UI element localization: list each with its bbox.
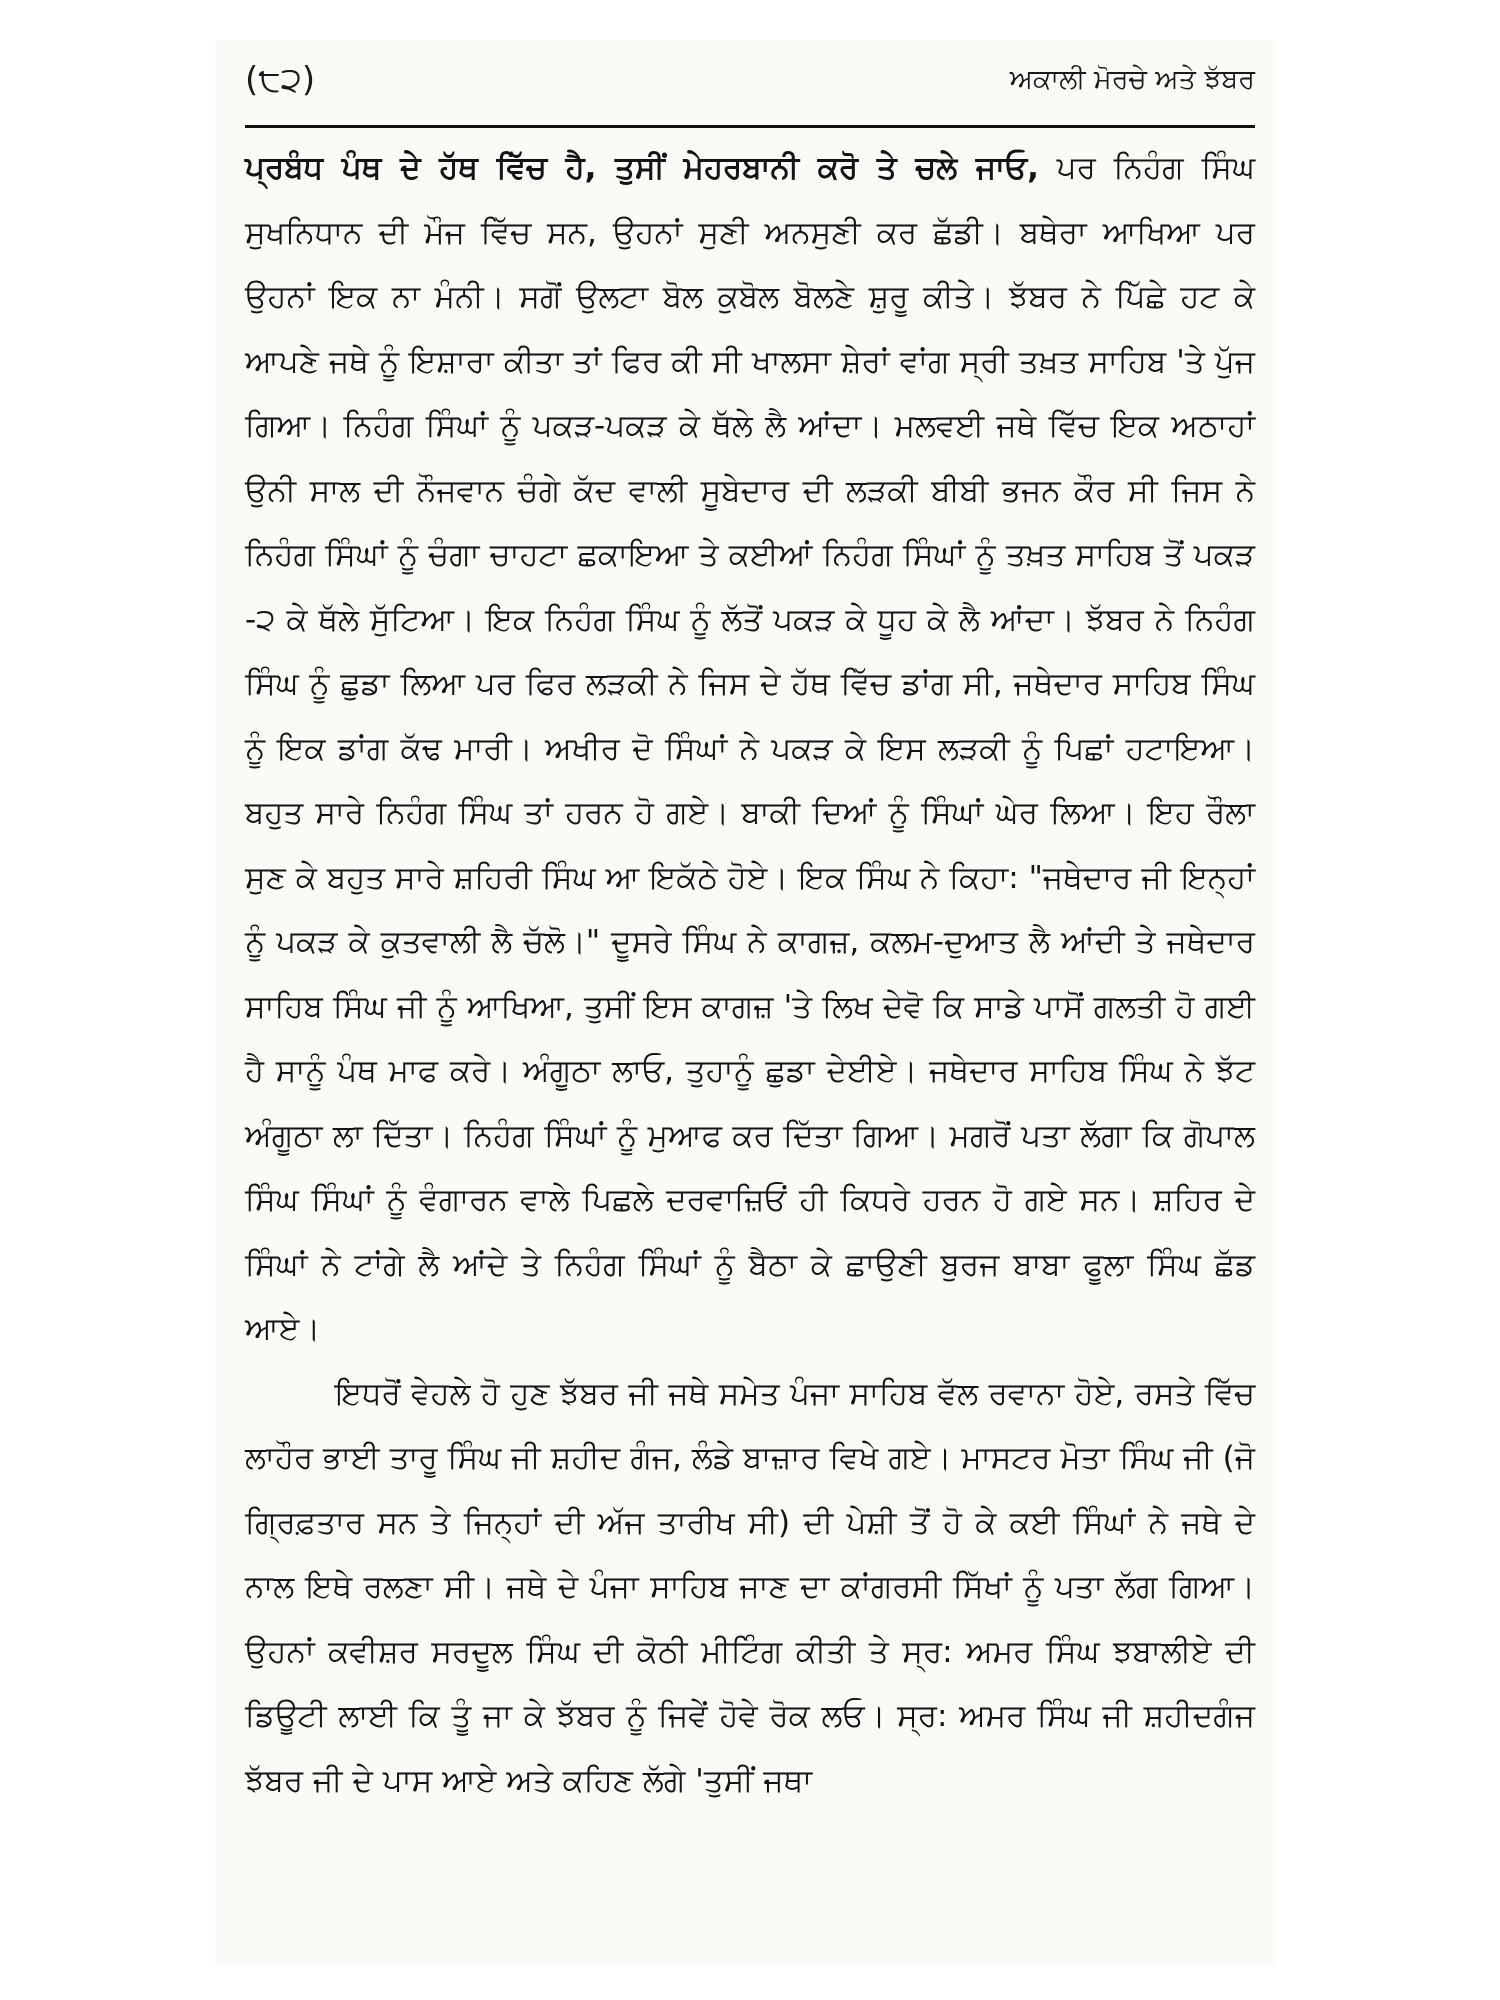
- page-header: [245, 60, 1255, 120]
- paragraph-1-text: ਪਰ ਨਿਹੰਗ ਸਿੰਘ ਸੁਖਨਿਧਾਨ ਦੀ ਮੌਜ ਵਿੱਚ ਸਨ, ਉਹਨਾਂ ਸੁਣੀ ਅਨਸੁਣੀ ਕਰ ਛੱਡੀ। ਬਥੇਰਾ ਆਖਿਆ ਪਰ ਉਹਨਾਂ ਇਕ ਨਾ ਮੰਨੀ। ਸਗੋਂ ਉਲਟਾ ਬੋਲ ਕੁਬੋਲ ਬੋਲਣੇ ਸ਼ੁਰੂ ਕੀਤੇ। ਝੱਬਰ ਨੇ ਪਿੱਛੇ ਹਟ ਕੇ ਆਪਣੇ ਜਥੇ ਨੂੰ ਇਸ਼ਾਰਾ ਕੀਤਾ ਤਾਂ ਫਿਰ ਕੀ ਸੀ ਖਾਲਸਾ ਸ਼ੇਰਾਂ ਵਾਂਗ ਸ੍ਰੀ ਤਖ਼ਤ ਸਾਹਿਬ 'ਤੇ ਪੁੱਜ ਗਿਆ। ਨਿਹੰਗ ਸਿੰਘਾਂ ਨੂੰ ਪਕੜ-ਪਕੜ ਕੇ ਥੱਲੇ ਲੈ ਆਂਦਾ। ਮਲਵਈ ਜਥੇ ਵਿੱਚ ਇਕ ਅਠਾਹਾਂ ਉਨੀ ਸਾਲ ਦੀ ਨੌਜਵਾਨ ਚੰਗੇ ਕੱਦ ਵਾਲੀ ਸੂਬੇਦਾਰ ਦੀ ਲੜਕੀ ਬੀਬੀ ਭਜਨ ਕੌਰ ਸੀ ਜਿਸ ਨੇ ਨਿਹੰਗ ਸਿੰਘਾਂ ਨੂੰ ਚੰਗਾ ਚਾਹਟਾ ਛਕਾਇਆ ਤੇ ਕਈਆਂ ਨਿਹੰਗ ਸਿੰਘਾਂ ਨੂੰ ਤਖ਼ਤ ਸਾਹਿਬ ਤੋਂ ਪਕੜ -੨ ਕੇ ਥੱਲੇ ਸੁੱਟਿਆ। ਇਕ ਨਿਹੰਗ ਸਿੰਘ ਨੂੰ ਲੱਤੋਂ ਪਕੜ ਕੇ ਧੂਹ ਕੇ ਲੈ ਆਂਦਾ। ਝੱਬਰ ਨੇ ਨਿਹੰਗ ਸਿੰਘ ਨੂੰ ਛੁਡਾ ਲਿਆ ਪਰ ਫਿਰ ਲੜਕੀ ਨੇ ਜਿਸ ਦੇ ਹੱਥ ਵਿੱਚ ਡਾਂਗ ਸੀ, ਜਥੇਦਾਰ ਸਾਹਿਬ ਸਿੰਘ ਨੂੰ ਇਕ ਡਾਂਗ ਕੱਢ ਮਾਰੀ। ਅਖੀਰ ਦੋ ਸਿੰਘਾਂ ਨੇ ਪਕੜ ਕੇ ਇਸ ਲੜਕੀ ਨੂੰ ਪਿਛਾਂ ਹਟਾਇਆ। ਬਹੁਤ ਸਾਰੇ ਨਿਹੰਗ ਸਿੰਘ ਤਾਂ ਹਰਨ ਹੋ ਗਏ। ਬਾਕੀ ਦਿਆਂ ਨੂੰ ਸਿੰਘਾਂ ਘੇਰ ਲਿਆ। ਇਹ ਰੌਲਾ ਸੁਣ ਕੇ ਬਹੁਤ ਸਾਰੇ ਸ਼ਹਿਰੀ ਸਿੰਘ ਆ ਇਕੱਠੇ ਹੋਏ। ਇਕ ਸਿੰਘ ਨੇ ਕਿਹਾ: "ਜਥੇਦਾਰ ਜੀ ਇਨ੍ਹਾਂ ਨੂੰ ਪਕੜ ਕੇ ਕੁਤਵਾਲੀ ਲੈ ਚੱਲੋ।" ਦੂਸਰੇ ਸਿੰਘ ਨੇ ਕਾਗਜ਼, ਕਲਮ-ਦੁਆਤ ਲੈ ਆਂਦੀ ਤੇ ਜਥੇਦਾਰ ਸਾਹਿਬ ਸਿੰਘ ਜੀ ਨੂੰ ਆਖਿਆ, ਤੁਸੀਂ ਇਸ ਕਾਗਜ਼ 'ਤੇ ਲਿਖ ਦੇਵੋ ਕਿ ਸਾਡੇ ਪਾਸੋਂ ਗਲਤੀ ਹੋ ਗਈ ਹੈ ਸਾਨੂੰ ਪੰਥ ਮਾਫ ਕਰੇ। ਅੰਗੂਠਾ ਲਾਓ, ਤੁਹਾਨੂੰ ਛੁਡਾ ਦੇਈਏ। ਜਥੇਦਾਰ ਸਾਹਿਬ ਸਿੰਘ ਨੇ ਝੱਟ ਅੰਗੂਠਾ ਲਾ ਦਿੱਤਾ। ਨਿਹੰਗ ਸਿੰਘਾਂ ਨੂੰ ਮੁਆਫ ਕਰ ਦਿੱਤਾ ਗਿਆ। ਮਗਰੋਂ ਪਤਾ ਲੱਗਾ ਕਿ ਗੋਪਾਲ ਸਿੰਘ ਸਿੰਘਾਂ ਨੂੰ ਵੰਗਾਰਨ ਵਾਲੇ ਪਿਛਲੇ ਦਰਵਾਜ਼ਿਓਂ ਹੀ ਕਿਧਰੇ ਹਰਨ ਹੋ ਗਏ ਸਨ। ਸ਼ਹਿਰ ਦੇ ਸਿੰਘਾਂ ਨੇ ਟਾਂਗੇ ਲੈ ਆਂਦੇ ਤੇ ਨਿਹੰਗ ਸਿੰਘਾਂ ਨੂੰ ਬੈਠਾ ਕੇ ਛਾਉਣੀ ਬੁਰਜ ਬਾਬਾ ਫੂਲਾ ਸਿੰਘ ਛੱਡ ਆਏ।: [245, 150, 1256, 1347]
- header-rule: [245, 125, 1255, 128]
- running-title: ਅਕਾਲੀ ਮੋਰਚੇ ਅਤੇ ਝੱਬਰ: [1009, 64, 1255, 95]
- paragraph-1-lead: ਪ੍ਰਬੰਧ ਪੰਥ ਦੇ ਹੱਥ ਵਿੱਚ ਹੈ, ਤੁਸੀਂ ਮੇਹਰਬਾਨੀ ਕਰੋ ਤੇ ਚਲੇ ਜਾਓ,: [245, 150, 1039, 186]
- paragraph-1: [245, 136, 1255, 1362]
- book-page: [215, 40, 1275, 1965]
- paragraph-2: ਇਧਰੋਂ ਵੇਹਲੇ ਹੋ ਹੁਣ ਝੱਬਰ ਜੀ ਜਥੇ ਸਮੇਤ ਪੰਜਾ ਸਾਹਿਬ ਵੱਲ ਰਵਾਨਾ ਹੋਏ, ਰਸਤੇ ਵਿੱਚ ਲਾਹੌਰ ਭਾਈ ਤਾਰੂ ਸਿੰਘ ਜੀ ਸ਼ਹੀਦ ਗੰਜ, ਲੰਡੇ ਬਾਜ਼ਾਰ ਵਿਖੇ ਗਏ। ਮਾਸਟਰ ਮੋਤਾ ਸਿੰਘ ਜੀ (ਜੋ ਗ੍ਰਿਫ਼ਤਾਰ ਸਨ ਤੇ ਜਿਨ੍ਹਾਂ ਦੀ ਅੱਜ ਤਾਰੀਖ ਸੀ) ਦੀ ਪੇਸ਼ੀ ਤੋਂ ਹੋ ਕੇ ਕਈ ਸਿੰਘਾਂ ਨੇ ਜਥੇ ਦੇ ਨਾਲ ਇਥੇ ਰਲਣਾ ਸੀ। ਜਥੇ ਦੇ ਪੰਜਾ ਸਾਹਿਬ ਜਾਣ ਦਾ ਕਾਂਗਰਸੀ ਸਿੱਖਾਂ ਨੂੰ ਪਤਾ ਲੱਗ ਗਿਆ। ਉਹਨਾਂ ਕਵੀਸ਼ਰ ਸਰਦੂਲ ਸਿੰਘ ਦੀ ਕੋਠੀ ਮੀਟਿੰਗ ਕੀਤੀ ਤੇ ਸ੍ਰ: ਅਮਰ ਸਿੰਘ ਝਬਾਲੀਏ ਦੀ ਡਿਊਟੀ ਲਾਈ ਕਿ ਤੂੰ ਜਾ ਕੇ ਝੱਬਰ ਨੂੰ ਜਿਵੇਂ ਹੋਵੇ ਰੋਕ ਲਓ। ਸ੍ਰ: ਅਮਰ ਸਿੰਘ ਜੀ ਸ਼ਹੀਦਗੰਜ ਝੱਬਰ ਜੀ ਦੇ ਪਾਸ ਆਏ ਅਤੇ ਕਹਿਣ ਲੱਗੇ 'ਤੁਸੀਂ ਜਥਾ: [245, 1375, 1255, 1799]
- body-text: [245, 136, 1255, 1813]
- page-number: (੮੨): [245, 60, 316, 100]
